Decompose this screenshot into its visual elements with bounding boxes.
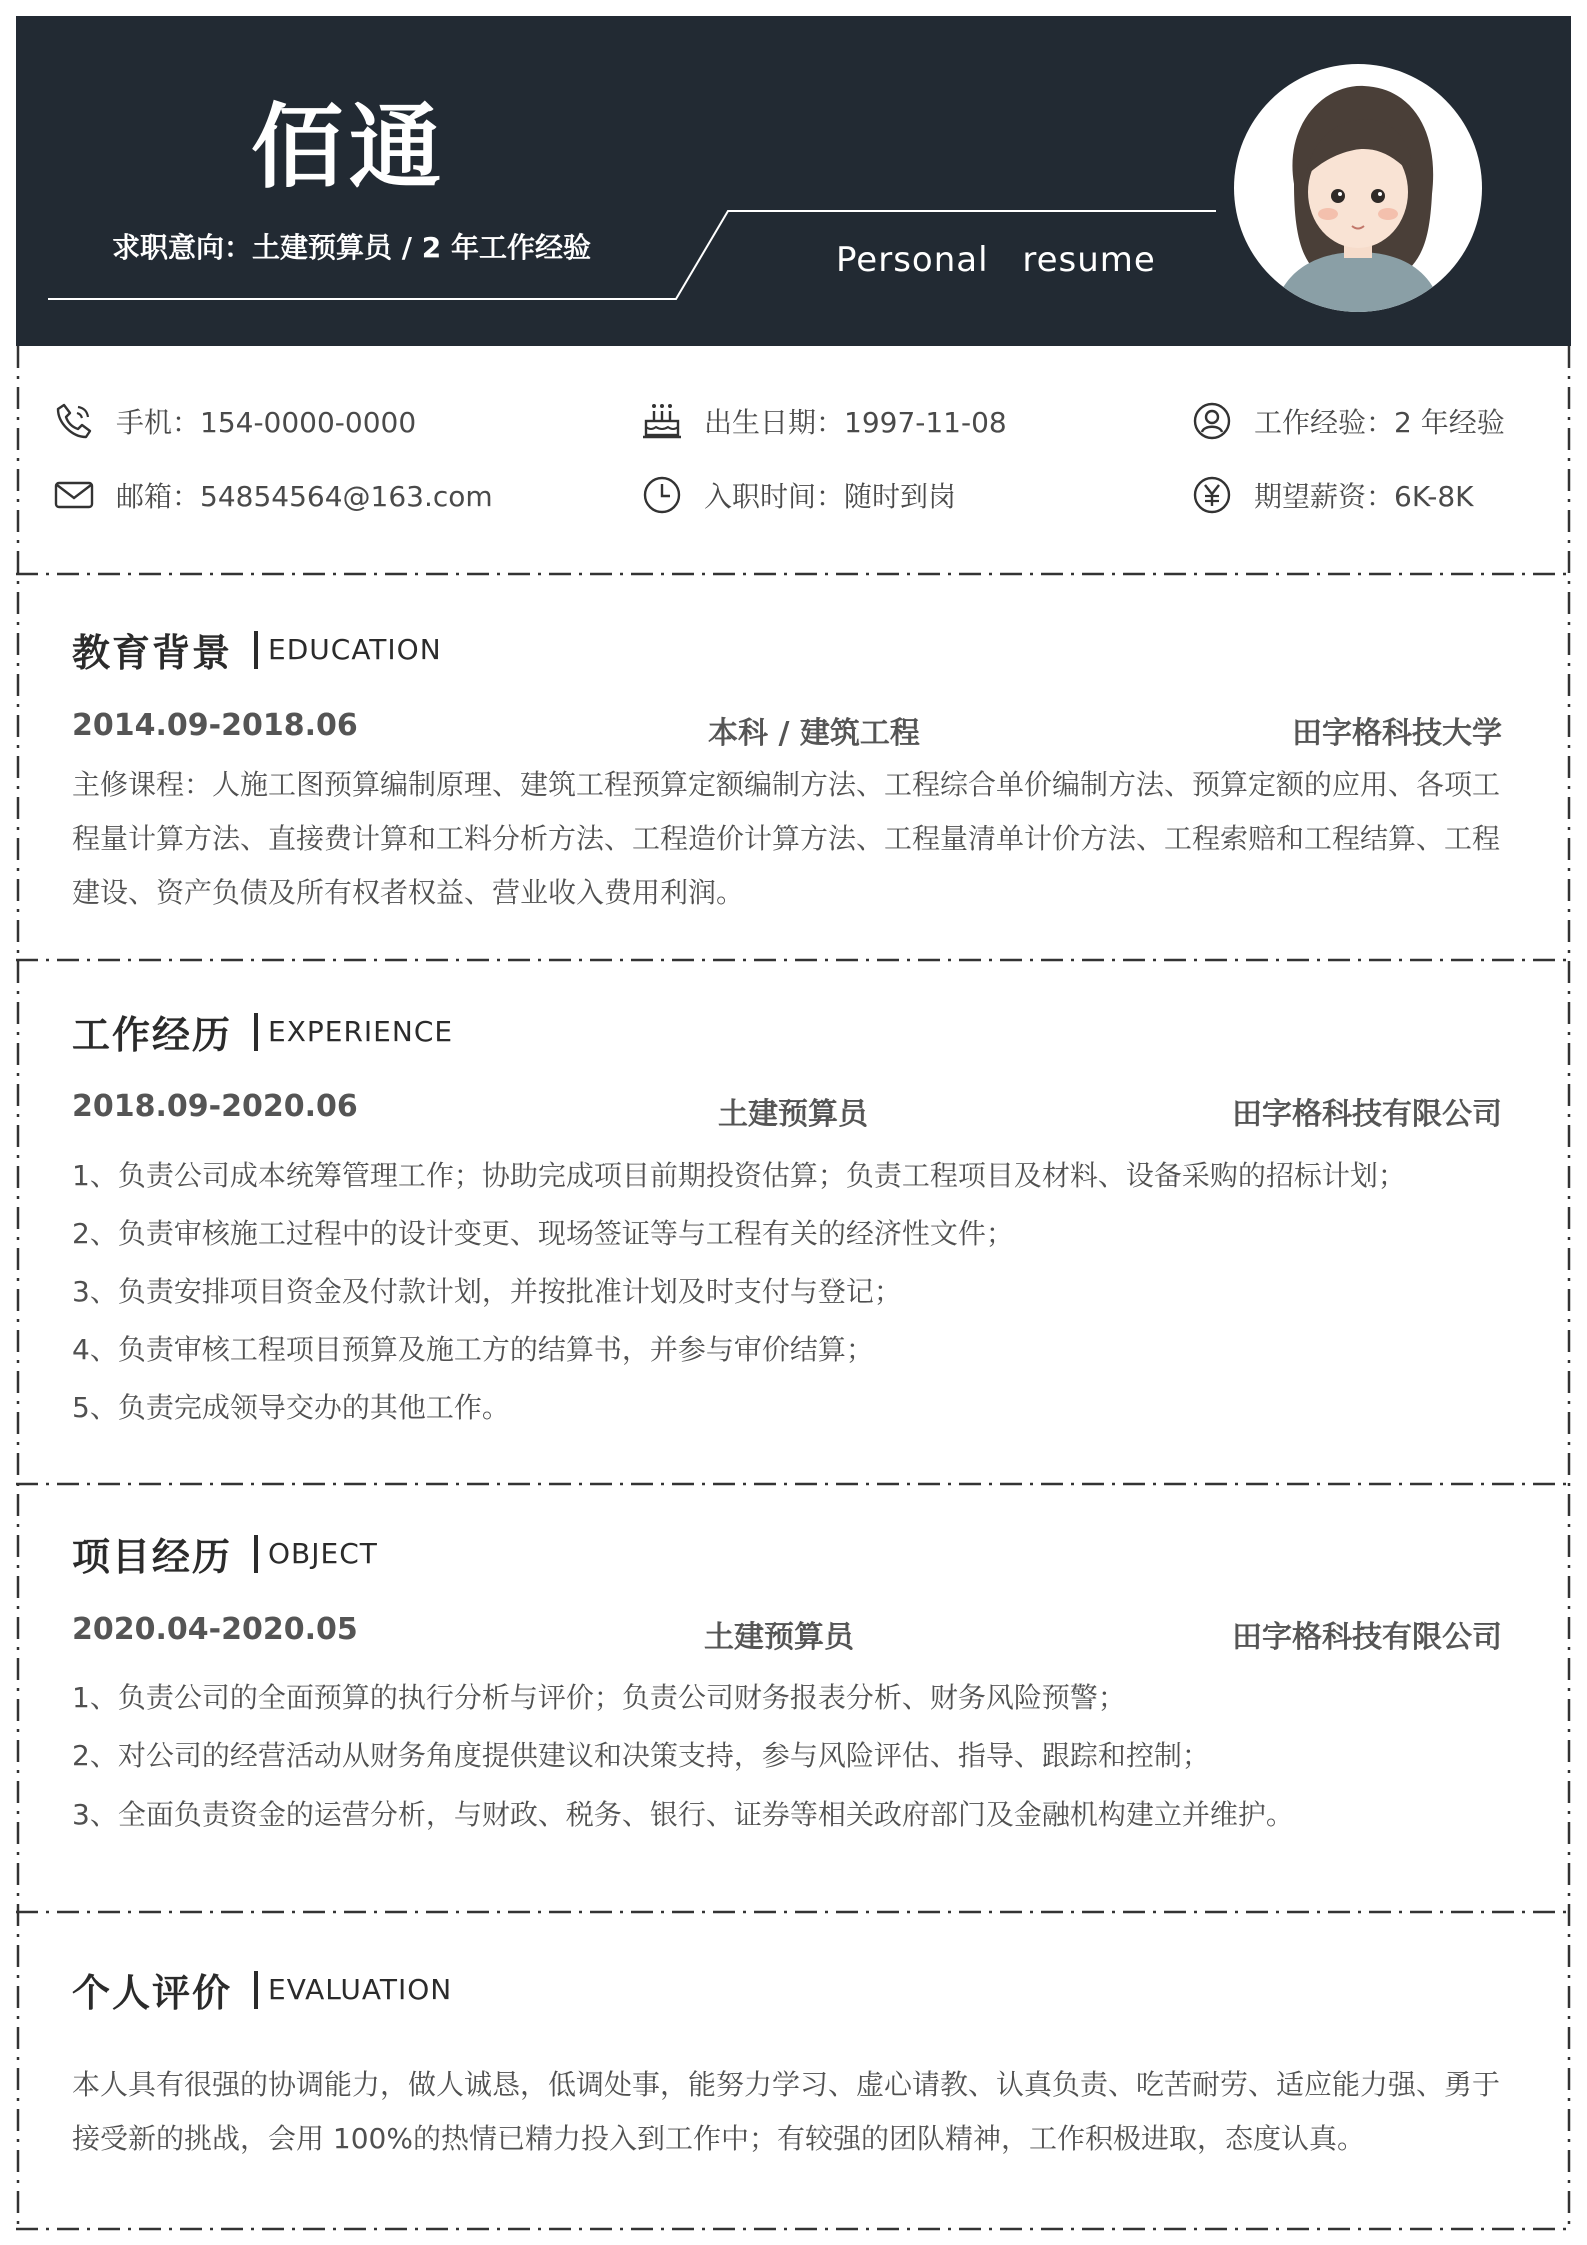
- experience-position: 土建预算员: [718, 1097, 868, 1132]
- project-company: 田字格科技有限公司: [1232, 1620, 1502, 1655]
- project-heading: [72, 1526, 378, 1581]
- education-degree: 本科 / 建筑工程: [708, 716, 920, 751]
- experience-heading: [72, 1004, 453, 1059]
- header-subtitle: Personal resume: [836, 240, 1156, 280]
- contact-entry-time: [640, 473, 956, 517]
- project-item: 1、负责公司的全面预算的执行分析与评价；负责公司财务报表分析、财务风险预警；: [72, 1681, 1126, 1714]
- experience-period: 2018.09-2020.06: [72, 1089, 358, 1124]
- mail-icon: [52, 473, 96, 517]
- experience-title-en: EXPERIENCE: [268, 1015, 454, 1048]
- salary-text: 期望薪资：6K-8K: [1254, 480, 1474, 513]
- clock-icon: [640, 473, 684, 517]
- contact-experience: [1190, 399, 1505, 443]
- evaluation-title: 个人评价: [72, 1971, 233, 2015]
- evaluation-title-en: EVALUATION: [268, 1973, 453, 2006]
- contact-salary: [1190, 473, 1474, 517]
- evaluation-heading: [72, 1962, 452, 2017]
- heading-bar: [254, 1971, 258, 2009]
- heading-bar: [254, 1013, 258, 1051]
- phone-text: 手机：154-0000-0000: [116, 406, 417, 439]
- experience-company: 田字格科技有限公司: [1232, 1097, 1502, 1132]
- header-banner: [16, 16, 1571, 346]
- education-school: 田字格科技大学: [1292, 716, 1502, 751]
- experience-item: 3、负责安排项目资金及付款计划，并按批准计划及时支付与登记；: [72, 1275, 902, 1308]
- phone-icon: [52, 399, 96, 443]
- job-intent: 求职意向：土建预算员 / 2 年工作经验: [112, 231, 591, 264]
- education-title-en: EDUCATION: [268, 633, 442, 666]
- email-text: 邮箱：54854564@163.com: [116, 480, 493, 513]
- experience-title: 工作经历: [72, 1013, 233, 1057]
- avatar-illustration: [1234, 64, 1482, 312]
- experience-item: 1、负责公司成本统筹管理工作；协助完成项目前期投资估算；负责工程项目及材料、设备采购的招标计划；: [72, 1159, 1406, 1192]
- experience-text: 工作经验：2 年经验: [1254, 406, 1505, 439]
- entry-time-text: 入职时间：随时到岗: [704, 480, 957, 513]
- user-icon: [1190, 399, 1234, 443]
- project-item: 2、对公司的经营活动从财务角度提供建议和决策支持，参与风险评估、指导、跟踪和控制；: [72, 1739, 1210, 1772]
- education-courses: 主修课程：人施工图预算编制原理、建筑工程预算定额编制方法、工程综合单价编制方法、预算定额的应用、各项工程量计算方法、直接费计算和工料分析方法、工程造价计算方法、工程量清单计价方法、工程索赔和工程结算、工程建设、资产负债及所有权者权益、营业收入费用利润。: [72, 768, 1501, 909]
- heading-bar: [254, 1535, 258, 1573]
- education-period: 2014.09-2018.06: [72, 708, 358, 743]
- evaluation-text: 本人具有很强的协调能力，做人诚恳，低调处事，能努力学习、虚心请教、认真负责、吃苦耐劳、适应能力强、勇于接受新的挑战，会用 100%的热情已精力投入到工作中；有较强的团队精神，工作积极进取，态度认真。: [72, 2068, 1501, 2155]
- project-title: 项目经历: [72, 1535, 233, 1579]
- avatar: [1234, 64, 1482, 312]
- contact-birthday: [640, 399, 1007, 443]
- yen-icon: [1190, 473, 1234, 517]
- education-heading: [72, 622, 442, 677]
- experience-item: 5、负责完成领导交办的其他工作。: [72, 1391, 510, 1424]
- candidate-name: 佰通: [251, 94, 448, 201]
- contact-phone: [52, 399, 416, 443]
- project-row: [72, 1612, 1502, 1655]
- education-title: 教育背景: [72, 631, 233, 675]
- project-title-en: OBJECT: [268, 1537, 378, 1570]
- experience-row: [72, 1089, 1502, 1132]
- project-period: 2020.04-2020.05: [72, 1612, 358, 1647]
- project-item: 3、全面负责资金的运营分析，与财政、税务、银行、证券等相关政府部门及金融机构建立并维护。: [72, 1798, 1294, 1831]
- experience-item: 2、负责审核施工过程中的设计变更、现场签证等与工程有关的经济性文件；: [72, 1217, 1014, 1250]
- birthday-text: 出生日期：1997-11-08: [704, 406, 1007, 439]
- cake-icon: [640, 399, 684, 443]
- education-row: [72, 708, 1502, 751]
- contact-email: [52, 473, 493, 517]
- heading-bar: [254, 631, 258, 669]
- experience-item: 4、负责审核工程项目预算及施工方的结算书，并参与审价结算；: [72, 1333, 874, 1366]
- project-position: 土建预算员: [704, 1620, 854, 1655]
